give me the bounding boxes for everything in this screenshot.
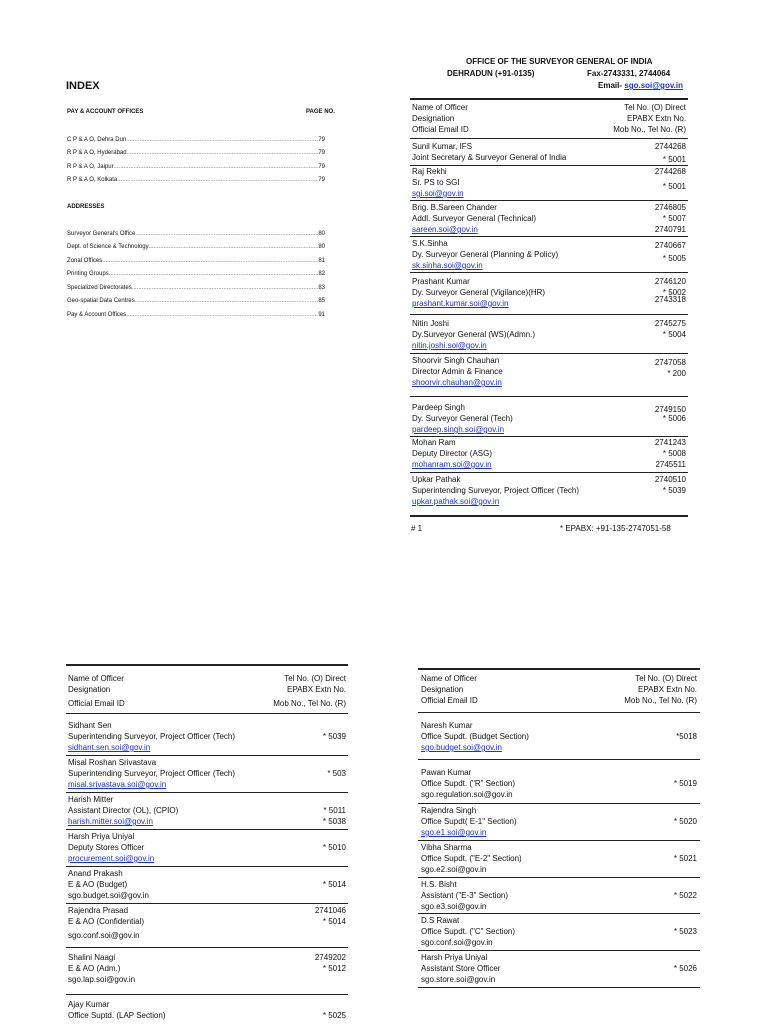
- index-item-page: 79: [318, 177, 325, 183]
- row-divider: [418, 913, 700, 914]
- index-item-label: Geo-spatial Data Centres: [67, 298, 135, 304]
- table-header: [421, 673, 697, 706]
- office-city-phone: DEHRADUN (+91-0135): [447, 69, 535, 78]
- index-item[interactable]: [67, 298, 325, 304]
- officer-email[interactable]: sgo.e2.soi@gov.in: [421, 865, 487, 874]
- officer-name: Shalini Naagi: [68, 953, 116, 962]
- header-mob-col: Mob No., Tel No. (R): [613, 125, 686, 134]
- officer-ext: * 5002: [662, 288, 686, 297]
- officer-email[interactable]: harish.mitter.soi@gov.in: [68, 817, 153, 826]
- index-item[interactable]: [67, 177, 325, 183]
- officer-tel: 2747058: [654, 358, 686, 367]
- officer-mob: 2745511: [655, 460, 686, 469]
- officer-designation: Dy. Surveyor General (Tech): [412, 414, 513, 423]
- officer-email[interactable]: sareen.soi@gov.in: [412, 225, 478, 234]
- officer-tel: 2749150: [654, 405, 686, 414]
- officer-row: [68, 831, 346, 864]
- officer-row: [421, 952, 697, 985]
- index-item[interactable]: [67, 231, 325, 237]
- row-divider: [410, 314, 688, 315]
- officer-email[interactable]: prashant.kumar.soi@gov.in: [412, 299, 509, 308]
- officer-ext: * 5039: [322, 732, 346, 741]
- officer-email[interactable]: sgo.lap.soi@gov.in: [68, 975, 136, 984]
- officer-row: [412, 202, 686, 235]
- header-tel-col: Tel No. (O) Direct: [284, 674, 346, 683]
- officer-name: Upkar Pathak: [412, 475, 461, 484]
- officer-ext: * 200: [667, 369, 686, 378]
- index-item-label: Dept. of Science & Technology: [67, 244, 149, 250]
- officer-designation: Superintending Surveyor, Project Officer (Tech): [68, 769, 236, 778]
- index-item[interactable]: [67, 312, 325, 318]
- header-email-col: Official Email ID: [68, 699, 125, 708]
- officer-tel: 2746120: [654, 277, 686, 286]
- officer-designation: Joint Secretary & Surveyor General of India: [412, 153, 567, 162]
- officer-ext: * 5014: [322, 880, 346, 889]
- officer-email[interactable]: misal.srivastava.soi@gov.in: [68, 780, 167, 789]
- row-divider: [410, 472, 688, 473]
- row-divider: [66, 755, 348, 756]
- officer-name: Naresh Kumar: [421, 721, 473, 730]
- row-divider: [410, 236, 688, 237]
- officer-name: Rajendra Prasad: [68, 906, 129, 915]
- officer-row: [412, 437, 686, 470]
- officer-email[interactable]: shoorvir.chauhan@gov.in: [412, 378, 502, 387]
- officer-tel: 2749202: [314, 953, 346, 962]
- index-item-label: R P & A O, Hyderabad: [67, 150, 127, 156]
- officer-name: Sidhant Sen: [68, 721, 112, 730]
- officer-ext: * 5001: [662, 155, 686, 164]
- row-divider: [418, 759, 700, 760]
- row-divider: [410, 353, 688, 354]
- officer-row: [412, 355, 686, 388]
- officer-row: [421, 767, 697, 800]
- table-top-rule: [418, 668, 700, 670]
- officer-row: [421, 879, 697, 912]
- header-name-col: Name of Officer: [68, 674, 124, 683]
- index-item[interactable]: [67, 164, 325, 170]
- index-item-label: R P & A O, Kolkata: [67, 177, 118, 183]
- header-email-col: Official Email ID: [421, 696, 478, 705]
- officer-name: Anand Prakash: [68, 869, 123, 878]
- officer-row: [421, 842, 697, 875]
- officer-ext: * 5001: [662, 182, 686, 191]
- officer-ext: * 5023: [673, 927, 697, 936]
- office-fax: Fax-2743331, 2744064: [587, 69, 671, 78]
- index-item[interactable]: [67, 258, 325, 264]
- officer-designation: Dy. Surveyor General (Planning & Policy): [412, 250, 559, 259]
- index-item-label: Zonal Offices: [67, 258, 103, 264]
- page-no-heading: PAGE NO.: [306, 109, 335, 115]
- header-mob-col: Mob No., Tel No. (R): [624, 696, 697, 705]
- table-bottom-rule: [410, 515, 688, 517]
- officer-name: Nitin Joshi: [412, 319, 449, 328]
- officer-row: [421, 720, 697, 753]
- index-item-page: 81: [318, 258, 325, 264]
- officer-row: [68, 868, 346, 901]
- officer-designation: Deputy Director (ASG): [412, 449, 493, 458]
- officer-ext: * 5010: [322, 843, 346, 852]
- officer-name: Harish Mitter: [68, 795, 114, 804]
- officer-email[interactable]: sgo.regulation.soi@gov.in: [421, 790, 513, 799]
- officer-designation: Deputy Stores Officer: [68, 843, 145, 852]
- officer-ext-2: * 5038: [322, 817, 346, 826]
- officer-name: Pardeep Singh: [412, 403, 465, 412]
- index-item-label: Specialized Directorates: [67, 285, 132, 291]
- row-divider: [66, 947, 348, 948]
- index-item-page: 79: [318, 137, 325, 143]
- index-item-page: 80: [318, 231, 325, 237]
- index-item[interactable]: [67, 150, 325, 156]
- office-title: OFFICE OF THE SURVEYOR GENERAL OF INDIA: [466, 57, 653, 66]
- officer-name: Rajendra Singh: [421, 806, 477, 815]
- officer-ext: * 5011: [323, 806, 346, 815]
- officer-name: S.K.Sinha: [412, 239, 448, 248]
- officer-email[interactable]: sgo.conf.soi@gov.in: [68, 931, 140, 940]
- officer-email[interactable]: sgo.conf.soi@gov.in: [421, 938, 493, 947]
- officer-email[interactable]: sgo.budget.soi@gov.in: [68, 891, 149, 900]
- officer-ext: * 5039: [662, 486, 686, 495]
- officer-ext: * 5007: [662, 214, 686, 223]
- officer-name: Raj Rekhi: [412, 167, 447, 176]
- row-divider: [418, 712, 700, 713]
- officer-name: Shoorvir Singh Chauhan: [412, 356, 500, 365]
- row-divider: [418, 803, 700, 804]
- index-item-page: 79: [318, 164, 325, 170]
- officer-ext: * 5014: [322, 917, 346, 926]
- header-desig-col: Designation: [421, 685, 464, 694]
- index-item-label: Surveyor General's Office: [67, 231, 136, 237]
- officer-designation: Superintending Surveyor, Project Officer (Tech): [412, 486, 580, 495]
- officer-ext: * 5022: [673, 891, 697, 900]
- row-divider: [410, 200, 688, 201]
- officer-name: Ajay Kumar: [68, 1000, 110, 1009]
- officer-row: [68, 757, 346, 790]
- row-divider: [418, 987, 700, 988]
- index-item-label: Printing Groups: [67, 271, 109, 277]
- officer-designation: Office Supdt. (Budget Section): [421, 732, 529, 741]
- officer-tel: 2744268: [654, 167, 686, 176]
- row-divider: [418, 950, 700, 951]
- officer-designation: Office Suptd. (LAP Section): [68, 1011, 166, 1020]
- row-divider: [66, 829, 348, 830]
- index-item-label: R P & A O, Jaipur: [67, 164, 114, 170]
- officer-name: Harsh Priya Uniyal: [421, 953, 488, 962]
- header-epabx-col: EPABX Extn No.: [638, 685, 697, 694]
- officer-name: Misal Roshan Srivastava: [68, 758, 157, 767]
- officer-row: [412, 141, 686, 163]
- officer-tel: 2740510: [654, 475, 686, 484]
- officer-name: Brig. B.Sareen Chander: [412, 203, 497, 212]
- officer-row: [421, 805, 697, 838]
- row-divider: [418, 877, 700, 878]
- header-epabx-col: EPABX Extn No.: [627, 114, 686, 123]
- officer-ext: * 5005: [662, 254, 686, 263]
- officer-designation: E & AO (Budget): [68, 880, 128, 889]
- table-header: [68, 673, 346, 709]
- header-desig-col: Designation: [412, 114, 455, 123]
- row-divider: [418, 840, 700, 841]
- officer-tel: 2744268: [654, 142, 686, 151]
- officer-name: D.S Rawat: [421, 916, 460, 925]
- office-email-row: [598, 80, 683, 91]
- officer-designation: Office Supdt. ("R" Section): [421, 779, 516, 788]
- epabx-footnote: * EPABX: +91-135-2747051-58: [560, 524, 671, 533]
- officer-designation: Director Admin & Finance: [412, 367, 503, 376]
- row-divider: [410, 138, 688, 139]
- officer-name: Mohan Ram: [412, 438, 456, 447]
- officer-row: [68, 720, 346, 753]
- header-tel-col: Tel No. (O) Direct: [635, 674, 697, 683]
- officer-row: [412, 318, 686, 351]
- officer-tel: 2741243: [654, 438, 686, 447]
- index-item-page: 82: [318, 271, 325, 277]
- officer-row: [412, 238, 686, 271]
- officer-email[interactable]: upkar.pathak.soi@gov.in: [412, 497, 500, 506]
- officer-ext: *5018: [676, 732, 697, 741]
- office-email-link[interactable]: sgo.soi@gov.in: [624, 81, 684, 90]
- officer-designation: E & AO (Confidential): [68, 917, 145, 926]
- addresses-heading: ADDRESSES: [67, 204, 105, 210]
- officer-email[interactable]: sidhant.sen.soi@gov.in: [68, 743, 151, 752]
- header-tel-col: Tel No. (O) Direct: [624, 103, 686, 112]
- table-header: [412, 102, 686, 135]
- officer-designation: Sr. PS to SGI: [412, 178, 460, 187]
- officer-row: [412, 166, 686, 199]
- row-divider: [66, 792, 348, 793]
- officer-row: [68, 952, 346, 985]
- index-item-page: 91: [318, 312, 325, 318]
- officer-email[interactable]: mohanram.soi@gov.in: [412, 460, 492, 469]
- officer-row: [68, 999, 346, 1021]
- officer-email[interactable]: sk.sinha.soi@gov.in: [412, 261, 483, 270]
- officer-row: [412, 276, 686, 309]
- index-item-page: 83: [318, 285, 325, 291]
- officer-email[interactable]: sgo.e3.soi@gov.in: [421, 902, 487, 911]
- officer-ext: * 5008: [662, 449, 686, 458]
- office-email-label: Email-: [598, 81, 623, 90]
- header-name-col: Name of Officer: [421, 674, 477, 683]
- officer-designation: Office Supdt. ("E-2" Section): [421, 854, 522, 863]
- officer-designation: Assistant Store Officer: [421, 964, 501, 973]
- row-divider: [66, 903, 348, 904]
- officer-email[interactable]: sgo.budget.soi@gov.in: [421, 743, 502, 752]
- index-item[interactable]: [67, 244, 325, 250]
- officer-name: Vibha Sharma: [421, 843, 472, 852]
- officer-name: Pawan Kumar: [421, 768, 472, 777]
- officer-name: Prashant Kumar: [412, 277, 470, 286]
- index-item[interactable]: [67, 285, 325, 291]
- officer-designation: Superintending Surveyor, Project Officer (Tech): [68, 732, 236, 741]
- table-top-rule: [410, 98, 688, 100]
- officer-designation: Assistant ("E-3" Section): [421, 891, 509, 900]
- officer-ext: * 5026: [673, 964, 697, 973]
- index-item-page: 80: [318, 244, 325, 250]
- officer-ext: * 5004: [662, 330, 686, 339]
- officer-designation: Dy. Surveyor General (Vigilance)(HR): [412, 288, 546, 297]
- officer-email[interactable]: procurement.soi@gov.in: [68, 854, 155, 863]
- header-epabx-col: EPABX Extn No.: [287, 685, 346, 694]
- officer-row: [412, 474, 686, 507]
- index-item-label: Pay & Account Offices: [67, 312, 127, 318]
- officer-designation: Dy.Surveyor General (WS)(Admn.): [412, 330, 535, 339]
- officer-ext: * 5025: [322, 1011, 346, 1020]
- officer-name: Harsh Priya Uniyal: [68, 832, 135, 841]
- pay-accounts-heading: PAY & ACCOUNT OFFICES: [67, 109, 144, 115]
- index-item-label: C P & A O, Dehra Dun: [67, 137, 127, 143]
- officer-ext: * 5012: [322, 964, 346, 973]
- officer-tel: 2740667: [654, 241, 686, 250]
- officer-designation: E & AO (Adm.): [68, 964, 121, 973]
- officer-designation: Addl. Surveyor General (Technical): [412, 214, 537, 223]
- officer-email[interactable]: nitin.joshi.soi@gov.in: [412, 341, 487, 350]
- index-item-page: 79: [318, 150, 325, 156]
- officer-ext: * 5020: [673, 817, 697, 826]
- officer-mob: 2743318: [654, 295, 686, 304]
- officer-designation: Office Supdt( E-1" Section): [421, 817, 517, 826]
- header-name-col: Name of Officer: [412, 103, 468, 112]
- row-divider: [66, 994, 348, 995]
- header-desig-col: Designation: [68, 685, 111, 694]
- index-item-page: 85: [318, 298, 325, 304]
- header-mob-col: Mob No., Tel No. (R): [273, 699, 346, 708]
- officer-email[interactable]: pardeep.singh.soi@gov.in: [412, 425, 505, 434]
- officer-ext: * 5006: [662, 414, 686, 423]
- officer-designation: Assistant Director (OL), (CPIO): [68, 806, 179, 815]
- officer-email[interactable]: sgo.e1.soi@gov.in: [421, 828, 487, 837]
- index-item[interactable]: [67, 137, 325, 143]
- officer-ext: * 5021: [673, 854, 697, 863]
- officer-name: H.S. Bisht: [421, 880, 457, 889]
- officer-designation: Office Supdt. ("C" Section): [421, 927, 516, 936]
- officer-tel: 2746805: [654, 203, 686, 212]
- officer-ext: * 503: [327, 769, 346, 778]
- row-divider: [66, 866, 348, 867]
- page-marker: # 1: [411, 524, 423, 533]
- officer-ext: * 5019: [673, 779, 697, 788]
- row-divider: [410, 272, 688, 273]
- officer-name: Sunil Kumar, IFS: [412, 142, 473, 151]
- index-title: INDEX: [66, 80, 100, 92]
- officer-row: [412, 402, 686, 435]
- officer-row: [421, 915, 697, 948]
- officer-row: [68, 905, 346, 941]
- index-item[interactable]: [67, 271, 325, 277]
- officer-tel: 2741046: [314, 906, 346, 915]
- table-top-rule: [66, 664, 348, 666]
- officer-email[interactable]: sgi.soi@gov.in: [412, 189, 464, 198]
- row-divider: [66, 713, 348, 714]
- officer-row: [68, 794, 346, 827]
- officer-email[interactable]: sgo.store.soi@gov.in: [421, 975, 496, 984]
- header-email-col: Official Email ID: [412, 125, 469, 134]
- row-divider: [410, 396, 688, 397]
- officer-mob: 2740791: [654, 225, 686, 234]
- officer-tel: 2745275: [654, 319, 686, 328]
